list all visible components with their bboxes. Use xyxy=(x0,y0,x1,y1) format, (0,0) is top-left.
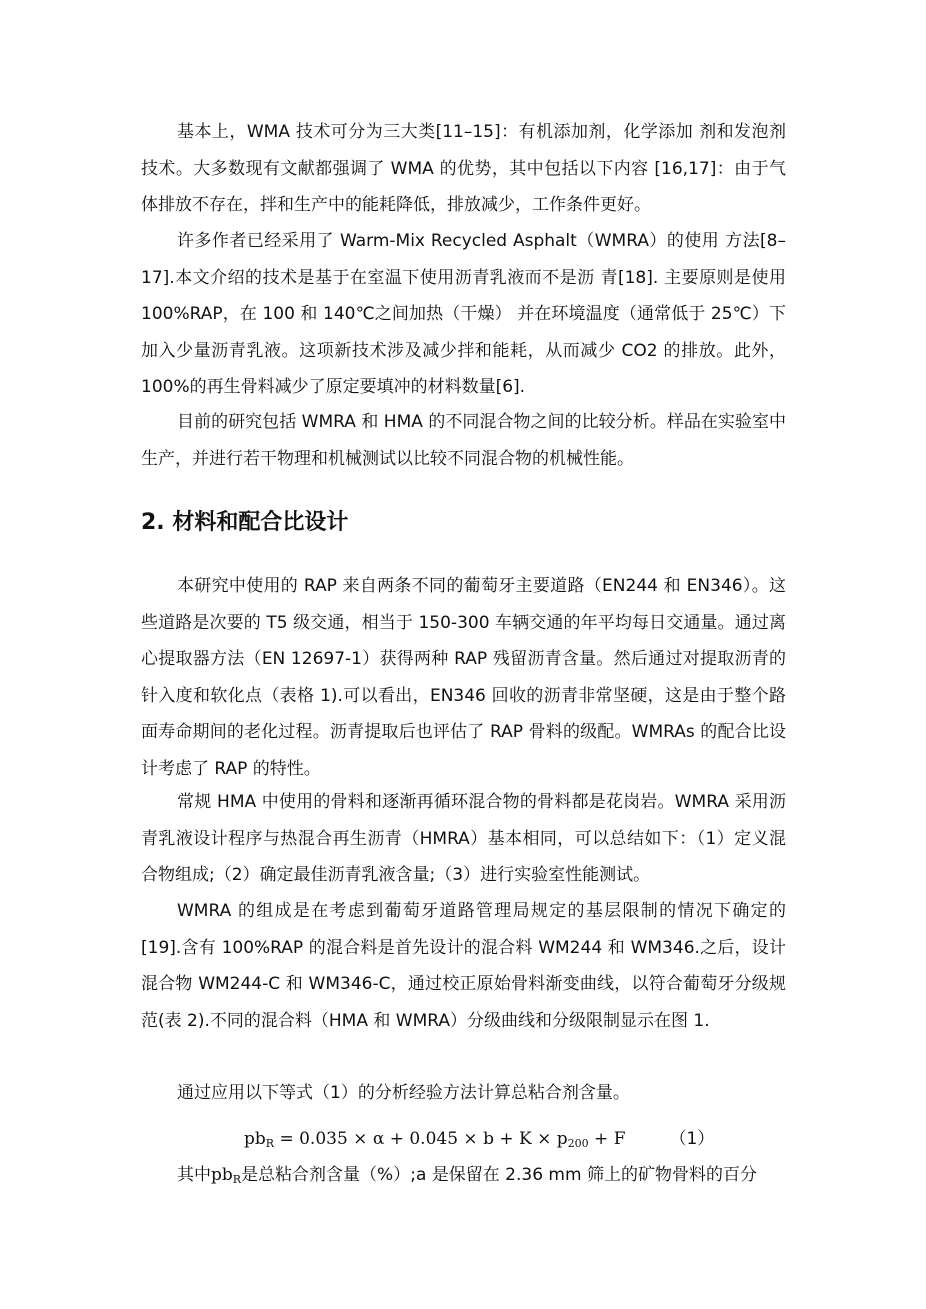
paragraph-wmra-composition: WMRA 的组成是在考虑到葡萄牙道路管理局规定的基层限制的情况下确定的[19].含有 100%RAP 的混合料是首先设计的混合料 WM244 和 WM346.之后，设计混合物 WM244-C 和 WM346-C，通过校正原始骨料渐变曲线，以符合葡萄牙分级规范(表 2).不同的混合料（HMA 和 WMRA）分级曲线和分级限制显示在图 1. xyxy=(141,901,786,1031)
paragraph-wmra-method: 许多作者已经采用了 Warm-Mix Recycled Asphalt（WMRA）的使用 方法[8–17].本文介绍的技术是基于在室温下使用沥青乳液而不是沥 青[18]. 主要原则是使用 100%RAP，在 100 和 140℃之间加热（干燥） 并在环境温度（通常低于 25℃）下加入少量沥青乳液。这项新技术涉及减少拌和能耗，从而减少 CO2 的排放。此外，100%的再生骨料减少了原定要填冲的材料数量[6]. xyxy=(141,231,786,397)
paragraph-prefix: 其中 xyxy=(177,1165,211,1185)
paragraph-aggregates: 常规 HMA 中使用的骨料和逐渐再循环混合物的骨料都是花岗岩。WMRA 采用沥青乳液设计程序与热混合再生沥青（HMRA）基本相同，可以总结如下：（1）定义混合物组成;（2）确定最佳沥青乳液含量;（3）进行实验室性能测试。 xyxy=(141,792,786,885)
equation-1 xyxy=(244,1121,714,1157)
equation-lhs-subscript: R xyxy=(265,1137,275,1150)
paragraph-wma-categories: 基本上，WMA 技术可分为三大类[11–15]：有机添加剂，化学添加 剂和发泡剂技术。大多数现有文献都强调了 WMA 的优势，其中包括以下内容 [16,17]：由于气体排放不存在，拌和生产中的能耗降低，排放减少，工作条件更好。 xyxy=(141,122,786,215)
equation-rhs-part1: = 0.035 × α + 0.045 × b + K × p xyxy=(274,1129,568,1149)
inline-symbol xyxy=(211,1165,241,1185)
paragraph-variable-definition xyxy=(141,1157,786,1194)
inline-symbol-base: pb xyxy=(211,1165,233,1185)
paragraph-suffix: 是总粘合剂含量（%）;a 是保留在 2.36 mm 筛上的矿物骨料的百分 xyxy=(241,1165,757,1185)
inline-symbol-subscript: R xyxy=(232,1173,242,1186)
paragraph-rap-source: 本研究中使用的 RAP 来自两条不同的葡萄牙主要道路（EN244 和 EN346）。这些道路是次要的 T5 级交通，相当于 150-300 车辆交通的年平均每日交通量。通过离心提取器方法（EN 12697-1）获得两种 RAP 残留沥青含量。然后通过对提取沥青的针入度和软化点（表格 1).可以看出，EN346 回收的沥青非常坚硬，这是由于整个路面寿命期间的老化过程。沥青提取后也评估了 RAP 骨料的级配。WMRAs 的配合比设计考虑了 RAP 的特性。 xyxy=(141,576,787,779)
section-heading: 2. 材料和配合比设计 xyxy=(141,510,349,535)
equation-lhs: pb xyxy=(244,1129,266,1149)
paragraph-binder-content: 通过应用以下等式（1）的分析经验方法计算总粘合剂含量。 xyxy=(177,1083,630,1103)
equation-rhs-subscript: 200 xyxy=(567,1137,589,1150)
equation-number: （1） xyxy=(669,1129,715,1149)
equation-rhs-part2: + F xyxy=(588,1129,626,1149)
paragraph-current-study: 目前的研究包括 WMRA 和 HMA 的不同混合物之间的比较分析。样品在实验室中生产，并进行若干物理和机械测试以比较不同混合物的机械性能。 xyxy=(141,412,786,469)
